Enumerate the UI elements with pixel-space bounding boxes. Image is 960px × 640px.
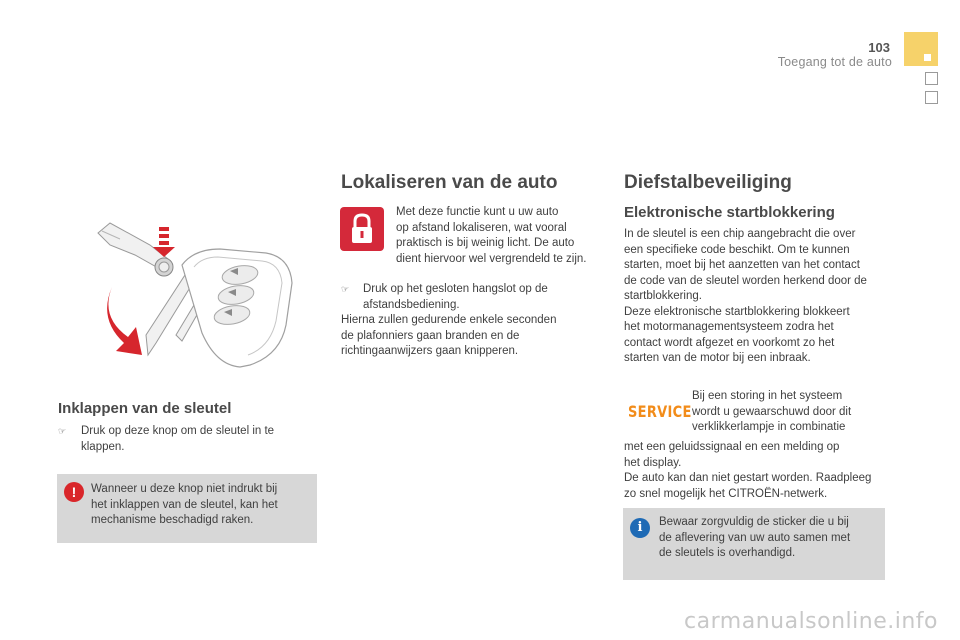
text-line: dient hiervoor wel vergrendeld te zijn. — [396, 252, 587, 265]
text-line: met een geluidssignaal en een melding op — [624, 441, 840, 453]
bullet-icon: ☞ — [58, 427, 67, 437]
text-line: de sleutels is overhandigd. — [659, 547, 796, 559]
tab-dot — [924, 54, 931, 61]
text-line: het display. — [624, 456, 682, 469]
text-line: Deze elektronische startblokkering blokkeert — [624, 305, 850, 318]
text-line: In de sleutel is een chip aangebracht die over — [624, 228, 856, 240]
text-line: richtingaanwijzers gaan knipperen. — [341, 345, 519, 357]
fold-key-instruction — [81, 424, 274, 455]
section-subtitle-immobiliser: Elektronische startblokkering — [624, 204, 835, 221]
locate-instruction — [363, 282, 548, 313]
text-line: startblokkering. — [624, 290, 702, 302]
warning-icon: ! — [64, 482, 84, 502]
fault-description-top — [692, 389, 851, 436]
text-line: mechanisme beschadigd raken. — [91, 514, 254, 526]
text-line: het motormanagementsysteem zodra het — [624, 321, 834, 333]
info-text — [659, 515, 850, 562]
text-line: Bewaar zorgvuldig de sticker die u bij — [659, 516, 849, 528]
locate-intro — [396, 205, 587, 267]
text-line: zo snel mogelijk het CITROËN-netwerk. — [624, 487, 828, 500]
text-line: de aflevering van uw auto samen met — [659, 531, 851, 544]
text-line: starten van de motor bij een inbraak. — [624, 352, 811, 364]
chapter-title: Toegang tot de auto — [777, 55, 892, 69]
text-line: Hierna zullen gedurende enkele seconden — [341, 314, 557, 326]
text-line: de plafonniers gaan branden en de — [341, 329, 520, 342]
chapter-tab-box[interactable] — [925, 72, 938, 85]
text-line: Bij een storing in het systeem — [692, 390, 843, 402]
section-title-fold-key: Inklappen van de sleutel — [58, 400, 232, 417]
text-line: Druk op deze knop om de sleutel in te — [81, 425, 275, 437]
chapter-tab-active[interactable] — [904, 32, 938, 66]
text-line: wordt u gewaarschuwd door dit — [692, 405, 852, 418]
page-number: 103 — [868, 40, 890, 55]
text-line: klappen. — [81, 440, 125, 453]
text-line: afstandsbediening. — [363, 298, 460, 311]
watermark: carmanualsonline.info — [684, 609, 938, 634]
text-line: praktisch is bij weinig licht. De auto — [396, 237, 575, 249]
padlock-icon — [340, 207, 384, 251]
fault-description-bottom — [624, 440, 871, 502]
text-line: Druk op het gesloten hangslot op de — [363, 283, 548, 295]
text-line: het inklappen van de sleutel, kan het — [91, 498, 278, 511]
key-fold-illustration — [90, 215, 310, 375]
bullet-icon: ☞ — [341, 285, 350, 295]
text-line: de code van de sleutel worden herkend door de — [624, 274, 867, 287]
text-line: verklikkerlampje in combinatie — [692, 421, 846, 433]
text-line: een specifieke code beschikt. Om te kunnen — [624, 243, 850, 256]
locate-result — [341, 313, 556, 360]
text-line: contact wordt afgezet en voorkomt zo het — [624, 336, 835, 349]
fold-direction-arrow — [107, 287, 142, 355]
section-title-locate-car: Lokaliseren van de auto — [341, 172, 558, 193]
section-title-anti-theft: Diefstalbeveiliging — [624, 172, 792, 193]
warning-text — [91, 482, 278, 529]
text-line: op afstand lokaliseren, wat vooral — [396, 221, 567, 234]
text-line: Met deze functie kunt u uw auto — [396, 206, 559, 218]
text-line: starten, moet bij het aanzetten van het contact — [624, 259, 860, 271]
immobiliser-description — [624, 227, 867, 367]
service-warning-light-icon: SERVICE — [628, 403, 692, 422]
text-line: Wanneer u deze knop niet indrukt bij — [91, 483, 278, 495]
chapter-tab-box[interactable] — [925, 91, 938, 104]
info-icon: i — [630, 518, 650, 538]
text-line: De auto kan dan niet gestart worden. Raadpleeg — [624, 472, 872, 484]
